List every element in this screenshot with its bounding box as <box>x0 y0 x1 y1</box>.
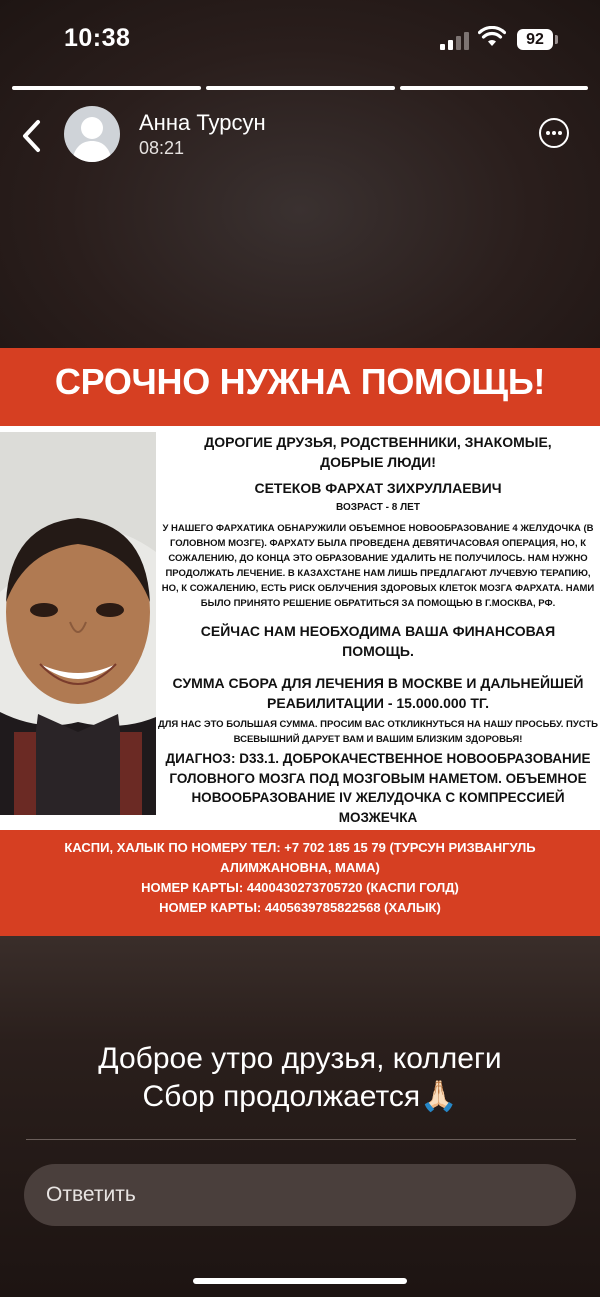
avatar[interactable] <box>64 106 120 162</box>
child-portrait-icon <box>0 432 156 815</box>
poster-request: ДЛЯ НАС ЭТО БОЛЬШАЯ СУММА. ПРОСИМ ВАС ОТКЛИКНУТЬСЯ НА НАШУ ПРОСЬБУ. ПУСТЬ ВСЕВЫШНИЙ ДАРУЕТ ВАМ И ВАШИМ БЛИЗКИМ ЗДОРОВЬЯ! <box>157 719 599 745</box>
story-progress-segment-3 <box>400 86 588 90</box>
poster-greeting: ДОРОГИЕ ДРУЗЬЯ, РОДСТВЕННИКИ, ЗНАКОМЫЕ, ДОБРЫЕ ЛЮДИ! <box>204 434 552 470</box>
reply-input[interactable]: Ответить <box>24 1164 576 1226</box>
caption-line-1: Доброе утро друзья, коллеги <box>98 1042 502 1075</box>
poster-need: СЕЙЧАС НАМ НЕОБХОДИМА ВАША ФИНАНСОВАЯ ПОМОЩЬ. <box>200 623 556 659</box>
poster-payment-band <box>0 830 600 936</box>
story-progress-segment-1 <box>12 86 201 90</box>
poster-amount: СУММА СБОРА ДЛЯ ЛЕЧЕНИЯ В МОСКВЕ И ДАЛЬНЕЙШЕЙ РЕАБИЛИТАЦИИ - 15.000.000 ТГ. <box>172 675 584 711</box>
more-dot-icon <box>552 131 556 135</box>
poster-text-block <box>156 432 600 827</box>
person-icon <box>64 106 120 162</box>
poster-card-1: НОМЕР КАРТЫ: 4400430273705720 (КАСПИ ГОЛД) <box>141 880 459 895</box>
cellular-signal-icon <box>440 30 470 50</box>
story-background-bottom <box>0 935 600 1297</box>
story-poster-image <box>0 348 600 936</box>
post-time: 08:21 <box>139 138 185 158</box>
poster-story-text: У НАШЕГО ФАРХАТИКА ОБНАРУЖИЛИ ОБЪЕМНОЕ НОВООБРАЗОВАНИЕ 4 ЖЕЛУДОЧКА (В ГОЛОВНОМ МОЗГЕ). ФАРХАТУ БЫЛА ПРОВЕДЕНА ДЕВЯТИЧАСОВАЯ ОПЕРАЦИЯ, НО, К СОЖАЛЕНИЮ, ДО КОНЦА ЭТО ОБРАЗОВАНИЕ УДАЛИТЬ НЕ ПОЛУЧИЛОСЬ. НАМ НУЖНО ПРОДОЛЖАТЬ ЛЕЧЕНИЕ. В КАЗАХСТАНЕ НАМ ЛИШЬ ПРЕДЛАГАЮТ ЛУЧЕВУЮ ТЕРАПИЮ, НО, К СОЖАЛЕНИЮ, ЕСТЬ РИСК ОБЛУЧЕНИЯ ЗДОРОВЫХ КЛЕТОК МОЗГА ФАРХАТА. НАМИ БЫЛО ПРИНЯТО РЕШЕНИЕ ОБРАТИТЬСЯ ЗА ПОМОЩЬЮ В Г.МОСКВА, РФ. <box>161 523 595 609</box>
poster-diagnosis: ДИАГНОЗ: D33.1. ДОБРОКАЧЕСТВЕННОЕ НОВООБРАЗОВАНИЕ ГОЛОВНОГО МОЗГА ПОД МОЗГОВЫМ НАМЕТОМ. ОБЪЕМНОЕ НОВООБРАЗОВАНИЕ IV ЖЕЛУДОЧКА С КОМПРЕССИЕЙ МОЗЖЕЧКА <box>165 751 591 825</box>
poster-payment-phone: КАСПИ, ХАЛЫК ПО НОМЕРУ ТЕЛ: +7 702 185 15 79 (ТУРСУН РИЗВАНГУЛЬ АЛИМЖАНОВНА, МАМА) <box>64 840 536 875</box>
battery-icon <box>555 35 558 44</box>
chevron-left-icon <box>18 116 48 156</box>
more-options-button[interactable] <box>539 118 569 148</box>
back-button[interactable] <box>18 116 48 156</box>
home-indicator[interactable] <box>193 1278 407 1284</box>
story-header <box>0 100 600 170</box>
poster-banner: СРОЧНО НУЖНА ПОМОЩЬ! <box>0 348 600 426</box>
poster-age: ВОЗРАСТ - 8 ЛЕТ <box>336 502 420 513</box>
battery-level: 92 <box>517 29 553 50</box>
wifi-icon <box>478 26 506 53</box>
more-dot-icon <box>546 131 550 135</box>
status-bar <box>0 0 600 80</box>
more-dot-icon <box>558 131 562 135</box>
child-photo <box>0 432 156 815</box>
author-name[interactable]: Анна Турсун <box>139 110 266 135</box>
status-time: 10:38 <box>64 24 131 52</box>
story-caption <box>0 1040 600 1116</box>
story-progress-segment-2 <box>206 86 395 90</box>
poster-card-2: НОМЕР КАРТЫ: 4405639785822568 (ХАЛЫК) <box>159 900 441 915</box>
divider <box>26 1139 576 1140</box>
poster-child-name: СЕТЕКОВ ФАРХАТ ЗИХРУЛЛАЕВИЧ <box>254 480 502 496</box>
caption-line-2: Сбор продолжается🙏🏻 <box>142 1080 458 1113</box>
